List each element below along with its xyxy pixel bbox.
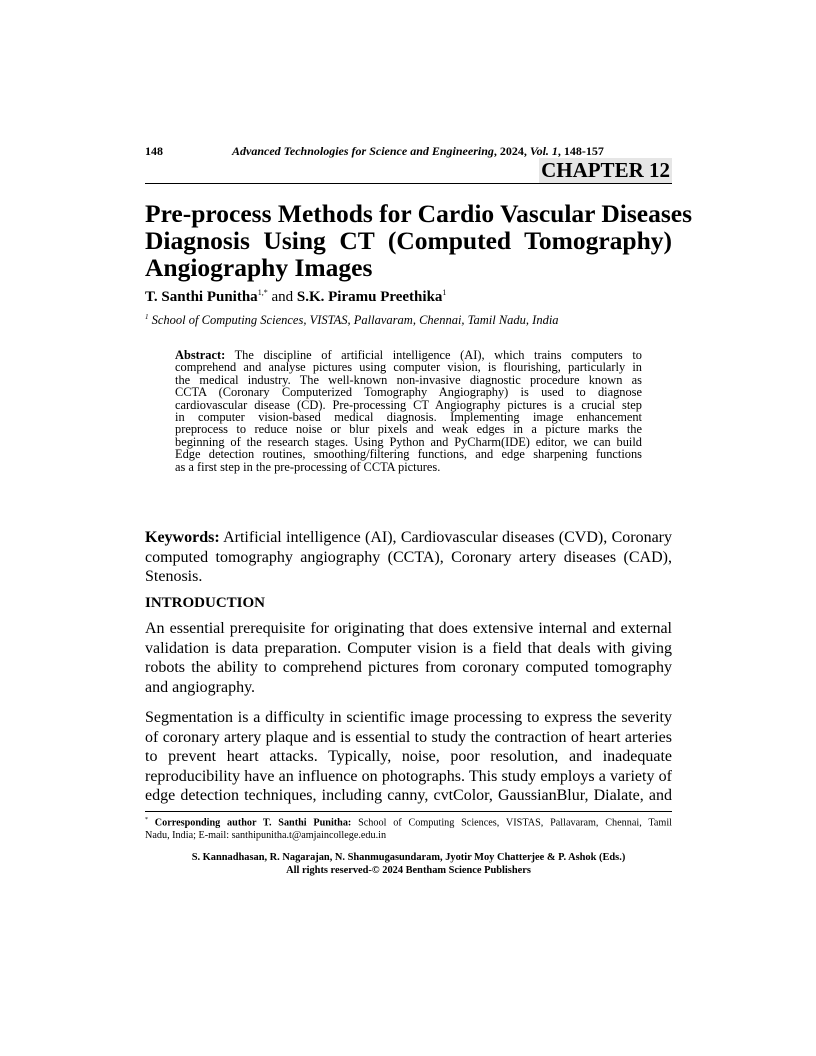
keywords-line: Stenosis. xyxy=(145,568,203,585)
affiliation-text: School of Computing Sciences, VISTAS, Pallavaram, Chennai, Tamil Nadu, India xyxy=(148,313,559,328)
footnote xyxy=(145,814,672,842)
abstract-line: Edge detection routines, smoothing/filtering functions, and edge sharpening functions xyxy=(175,447,642,462)
paragraph-line: An essential prerequisite for originating that does extensive internal and external xyxy=(145,620,672,637)
authors xyxy=(145,288,446,306)
paragraph xyxy=(145,708,672,806)
abstract-line: in computer vision-based medical diagnosis. Implementing image enhancement xyxy=(175,410,642,425)
title-line: Angiography Images xyxy=(145,253,373,282)
author-sup: 1 xyxy=(442,288,447,297)
section-heading-introduction: INTRODUCTION xyxy=(145,595,266,611)
page-title xyxy=(145,199,693,282)
keywords-text: Artificial intelligence (AI), Cardiovascular diseases (CVD), Coronary xyxy=(219,529,672,546)
chapter-label: CHAPTER 12 xyxy=(541,158,670,182)
paragraph-line: Segmentation is a difficulty in scientific image processing to express the severity xyxy=(145,709,672,726)
keywords-line xyxy=(145,528,672,548)
paragraph-line: reproducibility have an influence on photographs. This study employs a variety of xyxy=(145,767,672,785)
footnote-line xyxy=(145,814,672,829)
keywords-label: Keywords: xyxy=(145,529,220,546)
paragraph-line: robots the ability to comprehend pictures from coronary computed tomography xyxy=(145,659,672,677)
paragraph-line: and angiography. xyxy=(145,678,256,696)
publisher-info xyxy=(145,851,672,877)
footnote-text: School of Computing Sciences, VISTAS, Pallavaram, Chennai, Tamil xyxy=(351,817,672,829)
journal-year: , 2024, xyxy=(493,144,530,158)
author-sup: 1,* xyxy=(257,288,268,297)
journal-citation xyxy=(232,144,604,159)
footnote-label: Corresponding author T. Santhi Punitha: xyxy=(148,817,352,829)
keywords-line: computed tomography angiography (CCTA), Coronary artery diseases (CAD), xyxy=(145,548,672,566)
affiliation-sup: 1 xyxy=(145,313,149,321)
title-line: Diagnosis Using CT (Computed Tomography) xyxy=(145,226,672,255)
paragraph-line: edge detection techniques, including canny, cvtColor, GaussianBlur, Dialate, and xyxy=(145,787,672,805)
journal-volume: Vol. 1 xyxy=(529,144,558,158)
abstract-label: Abstract: xyxy=(175,348,226,362)
running-header xyxy=(145,144,672,159)
abstract-text: The discipline of artificial intelligence (AI), which trains computers to xyxy=(225,348,642,362)
abstract-line: CCTA (Coronary Computerized Tomography Angiography) is used to diagnose xyxy=(175,385,642,400)
journal-name: Advanced Technologies for Science and Engineering xyxy=(232,144,494,158)
page-number: 148 xyxy=(145,144,163,158)
paragraph-line: of coronary artery plaque and is essential to study the contraction of heart arteries xyxy=(145,728,672,746)
abstract-line: the medical industry. The well-known non-invasive diagnostic procedure known as xyxy=(175,372,642,387)
keywords xyxy=(145,528,672,587)
author-and: and xyxy=(267,289,297,305)
copyright: All rights reserved-© 2024 Bentham Science Publishers xyxy=(286,865,531,876)
paragraph-line: validation is data preparation. Computer vision is a field that deals with giving xyxy=(145,639,672,657)
footnote-sup: * xyxy=(145,817,148,823)
abstract-line: as a first step in the pre-processing of CCTA pictures. xyxy=(175,459,441,474)
journal-pages: , 148-157 xyxy=(557,144,604,158)
paragraph xyxy=(145,619,672,697)
abstract-line: preprocess to reduce noise or blur pixels and weak edges in a picture marks the xyxy=(175,422,642,437)
paragraph-line: to prevent heart attacks. Typically, noise, poor resolution, and inadequate xyxy=(145,748,672,766)
header-divider xyxy=(145,183,672,184)
abstract-line: comprehend and analyse pictures using computer vision, is flourishing, particularly in xyxy=(175,360,642,375)
footnote-divider xyxy=(145,811,672,812)
abstract xyxy=(175,349,642,473)
editors: S. Kannadhasan, R. Nagarajan, N. Shanmugasundaram, Jyotir Moy Chatterjee & P. Ashok (Eds.) xyxy=(191,852,626,863)
affiliation xyxy=(145,313,559,328)
author-name: T. Santhi Punitha xyxy=(145,289,258,305)
author-name: S.K. Piramu Preethika xyxy=(296,289,443,305)
title-line: Pre-process Methods for Cardio Vascular Diseases xyxy=(145,199,693,228)
abstract-line: beginning of the research stages. Using Python and PyCharm(IDE) editor, we can build xyxy=(175,434,642,449)
abstract-line: cardiovascular disease (CD). Pre-processing CT Angiography pictures is a crucial step xyxy=(175,397,642,412)
footnote-line: Nadu, India; E-mail: santhipunitha.t@amjaincollege.edu.in xyxy=(145,830,387,842)
